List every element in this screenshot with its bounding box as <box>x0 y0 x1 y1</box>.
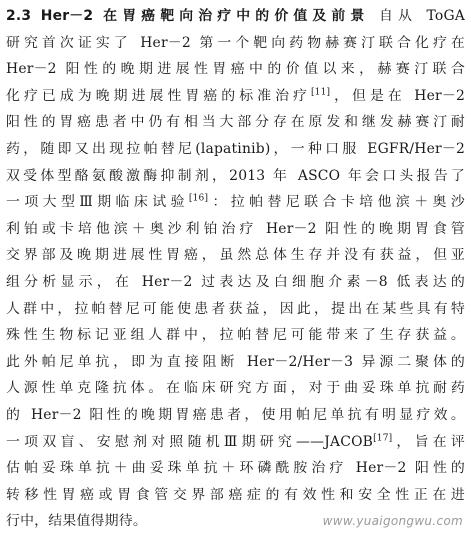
text-segment: 药，随即又出现拉帕替尼(lapatinib)，一种口服 EGFR/Her－2 <box>6 140 465 157</box>
paragraph-line-5 <box>6 109 465 136</box>
text-segment: ，但是在 Her－2 <box>330 87 465 104</box>
paragraph-line-1 <box>6 3 465 30</box>
citation-superscript: [17] <box>373 432 393 443</box>
paragraph-line-12 <box>6 296 465 323</box>
paragraph-line-4 <box>6 83 465 110</box>
text-segment: 殊性生物标记亚组人群中，拉帕替尼可能带来了生存获益。 <box>6 327 465 344</box>
paragraph-line-7 <box>6 163 465 190</box>
section-title: Her－2 在胃癌靶向治疗中的价值及前景 <box>40 8 370 24</box>
text-segment: ：拉帕替尼联合卡培他滨＋奥沙 <box>208 194 465 211</box>
paragraph-line-19 <box>6 482 465 509</box>
paragraph-line-3 <box>6 56 465 83</box>
text-segment: 交界部及晚期进展性胃癌，虽然总体生存并没有获益，但亚 <box>6 247 465 264</box>
paragraph-line-6 <box>6 136 465 163</box>
text-segment: 人群中，拉帕替尼可能使患者获益，因此，提出在某些具有特 <box>6 300 465 317</box>
text-segment: 转移性胃癌或胃食管交界部癌症的有效性和安全性正在进 <box>6 486 465 503</box>
section-number: 2.3 <box>6 8 32 24</box>
paragraph-line-11 <box>6 269 465 296</box>
paragraph-line-17 <box>6 429 465 456</box>
paragraph-line-9 <box>6 216 465 243</box>
text-segment: 估帕妥珠单抗＋曲妥珠单抗＋环磷酰胺治疗 Her－2 阳性的 <box>6 460 465 477</box>
text-segment: 自从 ToGA <box>378 8 465 24</box>
site-watermark: www.yuaigongwu.com <box>322 514 463 528</box>
paragraph-line-8 <box>6 189 465 216</box>
text-segment: 双受体型酪氨酸激酶抑制剂，2013 年 ASCO 年会口头报告了 <box>6 167 465 184</box>
text-segment: 研究首次证实了 Her－2 第一个靶向药物赫赛汀联合化疗在 <box>6 34 465 51</box>
paragraph-line-18 <box>6 455 465 482</box>
paragraph-line-15 <box>6 375 465 402</box>
text-segment: 一项双盲、安慰剂对照随机Ⅲ期研究——JACOB <box>6 433 374 450</box>
text-segment: Her－2 阳性的晚期进展性胃癌中的价值以来，赫赛汀联合 <box>6 61 465 78</box>
paragraph-line-10 <box>6 242 465 269</box>
text-segment: 的 Her－2 阳性的晚期胃癌患者，使用帕尼单抗有明显疗效。 <box>6 406 465 423</box>
text-segment: 化疗已成为晚期进展性胃癌的标准治疗 <box>6 87 311 104</box>
text-segment: 行中，结果值得期待。 <box>6 513 147 530</box>
text-segment: 利铂或卡培他滨＋奥沙利铂治疗 Her－2 阳性的晚期胃食管 <box>6 220 465 237</box>
citation-superscript: [11] <box>310 87 331 98</box>
text-segment: 阳性的胃癌患者中仍有相当大部分存在原发和继发赫赛汀耐 <box>6 114 465 131</box>
text-segment: 人源性单克隆抗体。在临床研究方面，对于曲妥珠单抗耐药 <box>6 380 465 397</box>
citation-superscript: [16] <box>188 193 209 204</box>
paragraph-line-2 <box>6 30 465 57</box>
text-segment: 组分析显示，在 Her－2 过表达及白细胞介素－8 低表达的 <box>6 273 465 290</box>
text-segment: 一项大型Ⅲ期临床试验 <box>6 194 189 211</box>
text-segment: ，旨在评 <box>392 433 465 450</box>
paragraph-line-14 <box>6 349 465 376</box>
text-segment: 此外帕尼单抗，即为直接阻断 Her－2/Her－3 异源二聚体的 <box>6 353 465 370</box>
paragraph-line-13 <box>6 322 465 349</box>
paragraph-line-16 <box>6 402 465 429</box>
